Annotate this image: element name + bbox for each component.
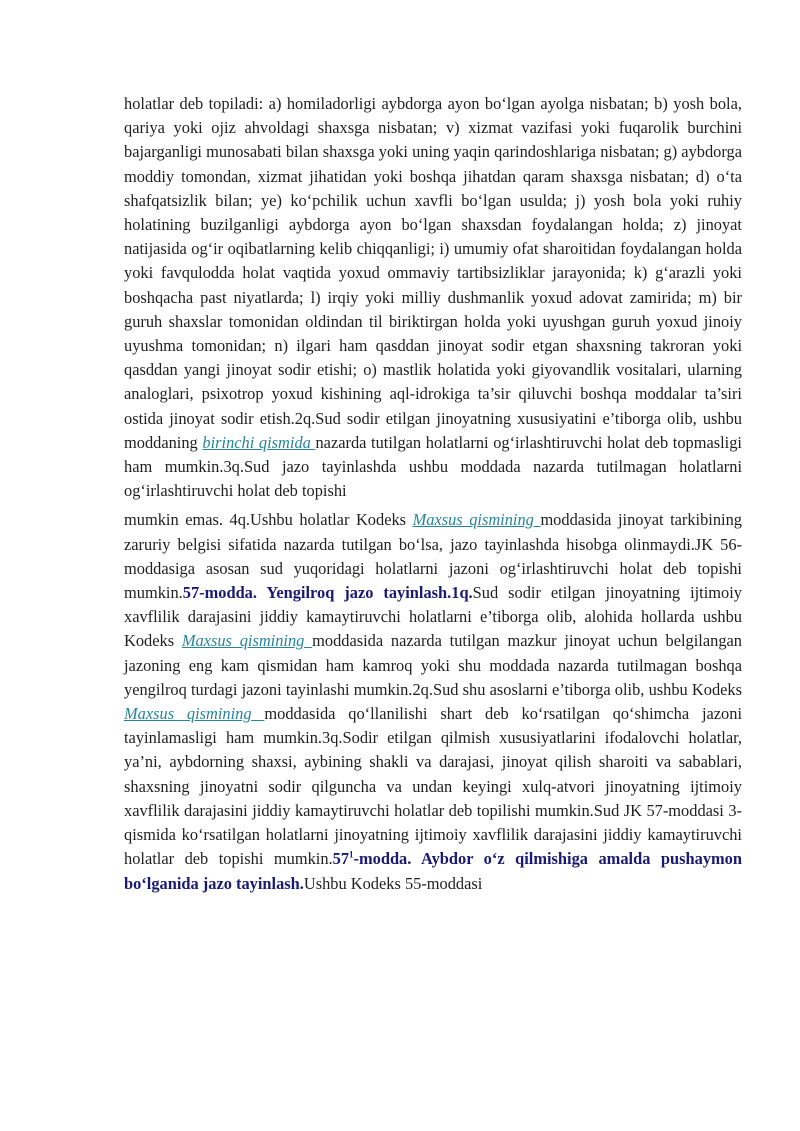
body-text: Sud sodir etilgan jinoyatning ijtimoiy xavflilik darajasini jiddiy kamaytiruvchi holatlarni e’tiborga olib, alohida hollarda ushbu Kodeks (124, 583, 742, 651)
link-maxsus-qismining[interactable]: Maxsus qismining (181, 631, 313, 651)
body-text: holatlar deb topiladi: a) homiladorligi aybdorga ayon bo‘lgan ayolga nisbatan; b) yosh bola, qariya yoki ojiz ahvoldagi shaxsga nisbatan; v) xizmat vazifasi yoki fuqarolik burchini bajarganligi munosabati bilan shaxsga yoki uning yaqin qarindoshlariga nisbatan; g) aybdorga moddiy tomondan, xizmat jihatidan yoki boshqa jihatdan qaram shaxsga nisbatan; d) o‘ta shafqatsizlik bilan; ye) ko‘pchilik uchun xavfli bo‘lgan usulda; j) yosh bola yoki ruhiy holatining buzilganligi aybdorga ayon bo‘lgan shaxsdan foydalangan holda; z) jinoyat natijasida og‘ir oqibatlarning kelib chiqqanligi; i) umumiy ofat sharoitidan foydalangan holda yoki favqulodda holat vaqtida yoxud ommaviy tartibsizliklar jarayonida; k) g‘arazli yoki boshqacha past niyatlarda; l) irqiy yoki milliy dushmanlik yoxud adovat zamirida; m) bir guruh shaxslar tomonidan oldindan til biriktirgan holda yoki uyushgan guruh yoxud jinoiy uyushma tomonidan; n) ilgari ham qasddan jinoyat sodir etgan shaxsning takroran yoki qasddan yangi jinoyat sodir etishi; o) mastlik holatida yoki giyovandlik vositalari, ularning analoglari, psixotrop yoxud kishining aql-idrokiga ta’sir qiluvchi boshqa moddalar ta’siri ostida jinoyat sodir etish.2q.Sud sodir etilgan jinoyatning xususiyatini e’tiborga olib, ushbu moddaning (124, 94, 742, 452)
link-maxsus-qismining[interactable]: Maxsus qismining (124, 704, 265, 724)
article-57-1-heading: $57^1$-modda. Aybdor o‘z qilmishiga amalda pushaymon bo‘lganida jazo tayinlash. (124, 849, 742, 893)
body-text: nazarda tutilgan holatlarni og‘irlashtiruvchi holat deb topmasligi ham mumkin.3q.Sud jazo tayinlashda ushbu moddada nazarda tutilmagan holatlarni og‘irlashtiruvchi holat deb topishi (124, 432, 742, 501)
article-57-heading: 57-modda. Yengilroq jazo tayinlash.1q. (182, 583, 473, 603)
body-text: moddasida jinoyat tarkibining zaruriy belgisi sifatida nazarda tutilgan bo‘lsa, jazo tayinlashda hisobga olinmaydi.JK 56-moddasiga asosan sud yuqoridagi holatlarni jazoni og‘irlashtiruvchi holat deb topishi mumkin. (124, 510, 742, 603)
body-text: Ushbu Kodeks 55-moddasi (303, 873, 483, 893)
link-maxsus-qismining[interactable]: Maxsus qismining (412, 510, 541, 530)
link-birinchi-qismida[interactable]: birinchi qismida (202, 432, 316, 452)
body-text: moddasida nazarda tutilgan mazkur jinoyat uchun belgilangan jazoning eng kam qismidan ham kamroq yoki shu moddada nazarda tutilmagan boshqa yengilroq turdagi jazoni tayinlashi mumkin.2q.Sud shu asoslarni e’tiborga olib, ushbu Kodeks (124, 631, 742, 699)
body-text: mumkin emas. 4q.Ushbu holatlar Kodeks (124, 510, 413, 530)
paragraph-article-57 (124, 508, 742, 895)
body-text: moddasida qo‘llanilishi shart deb ko‘rsatilgan qo‘shimcha jazoni tayinlamasligi ham mumkin.3q.Sodir etilgan qilmish xususiyatlarini ifodalovchi holatlar, ya’ni, aybdorning shaxsi, aybining shakli va darajasi, jinoyat qilish sharoiti va sabablari, shaxsning jinoyatni sodir qilguncha va undan keyingi xulq-atvori jinoyatning ijtimoiy xavflilik darajasini jiddiy kamaytiruvchi holatlar deb topilishi mumkin.Sud JK 57-moddasi 3-qismida ko‘rsatilgan holatlarni jinoyatning ijtimoiy xavflilik darajasini jiddiy kamaytiruvchi holatlar deb topishi mumkin. (124, 704, 742, 869)
document-page (124, 92, 742, 896)
paragraph-aggravating-circumstances (124, 92, 742, 503)
